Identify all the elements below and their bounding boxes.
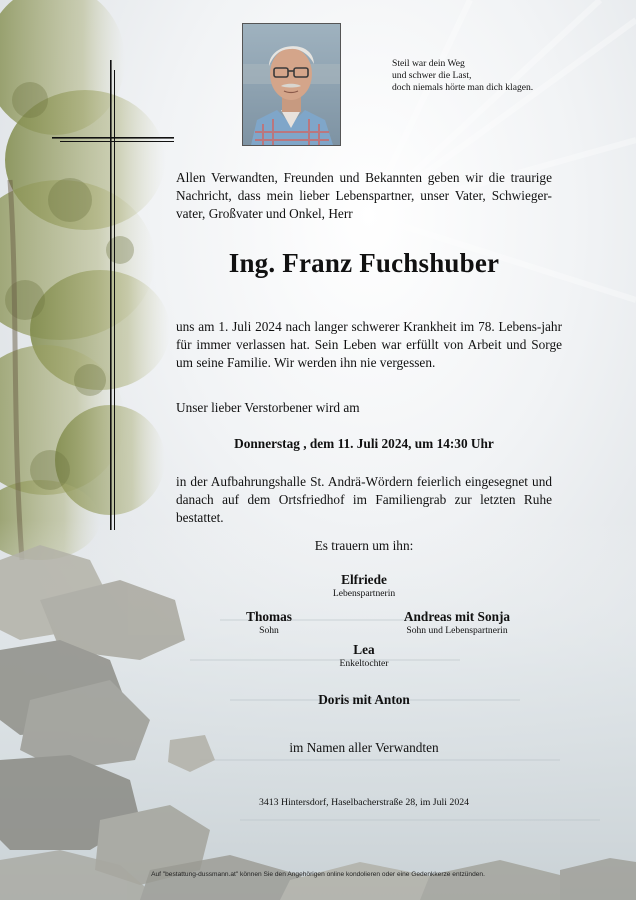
ceremony-intro: Unser lieber Verstorbener wird am (176, 400, 360, 415)
death-notice-paragraph: uns am 1. Juli 2024 nach langer schwerer Krankheit im 78. Lebens-jahr für immer verlassen hat. Sein Leben war erfüllt von Arbeit und Sorge um seine Familie. Wir werden ihn nie vergessen. (176, 319, 562, 370)
mourner-name: Thomas (246, 609, 292, 624)
mourners-heading: Es trauern um ihn: (314, 538, 414, 553)
mourner-relation: Sohn und Lebenspartnerin (406, 625, 508, 636)
mourner-entry (264, 572, 464, 600)
mourner-name: Elfriede (341, 572, 387, 587)
ceremony-details: in der Aufbahrungshalle St. Andrä-Wördern feierlich eingesegnet und danach auf dem Ortsfriedhof im Familiengrab zur letzten Ruhe bestattet. (176, 474, 552, 525)
mourner-entry (264, 692, 464, 708)
memorial-verse (392, 58, 612, 95)
verse-line: und schwer die Last, (392, 70, 472, 82)
address-line: 3413 Hintersdorf, Haselbacherstraße 28, im Juli 2024 (258, 797, 470, 808)
closing-line: im Namen aller Verwandten (289, 740, 439, 755)
verse-line: Steil war dein Weg (392, 58, 465, 69)
mourner-name: Doris mit Anton (318, 692, 410, 707)
footer-note: Auf "bestattung-dussmann.at" können Sie den Angehörigen online kondolieren oder eine Gedenkkerze entzünden. (151, 871, 485, 878)
mourner-entry (169, 609, 369, 637)
mourner-relation: Sohn (259, 625, 279, 636)
mourner-entry (264, 642, 464, 670)
mourner-relation: Lebenspartnerin (332, 588, 396, 599)
ceremony-date: Donnerstag , dem 11. Juli 2024, um 14:30 Uhr (234, 436, 494, 451)
mourner-entry (357, 609, 557, 637)
mourner-name: Lea (353, 642, 375, 657)
deceased-name: Ing. Franz Fuchshuber (228, 248, 500, 278)
mourner-relation: Enkeltochter (339, 658, 389, 669)
intro-paragraph: Allen Verwandten, Freunden und Bekannten geben wir die traurige Nachricht, dass mein lieber Lebenspartner, unser Vater, Schwieger-vater, Großvater und Onkel, Herr (176, 170, 552, 221)
mourner-name: Andreas mit Sonja (403, 609, 511, 624)
verse-line: doch niemals hörte man dich klagen. (392, 82, 534, 94)
